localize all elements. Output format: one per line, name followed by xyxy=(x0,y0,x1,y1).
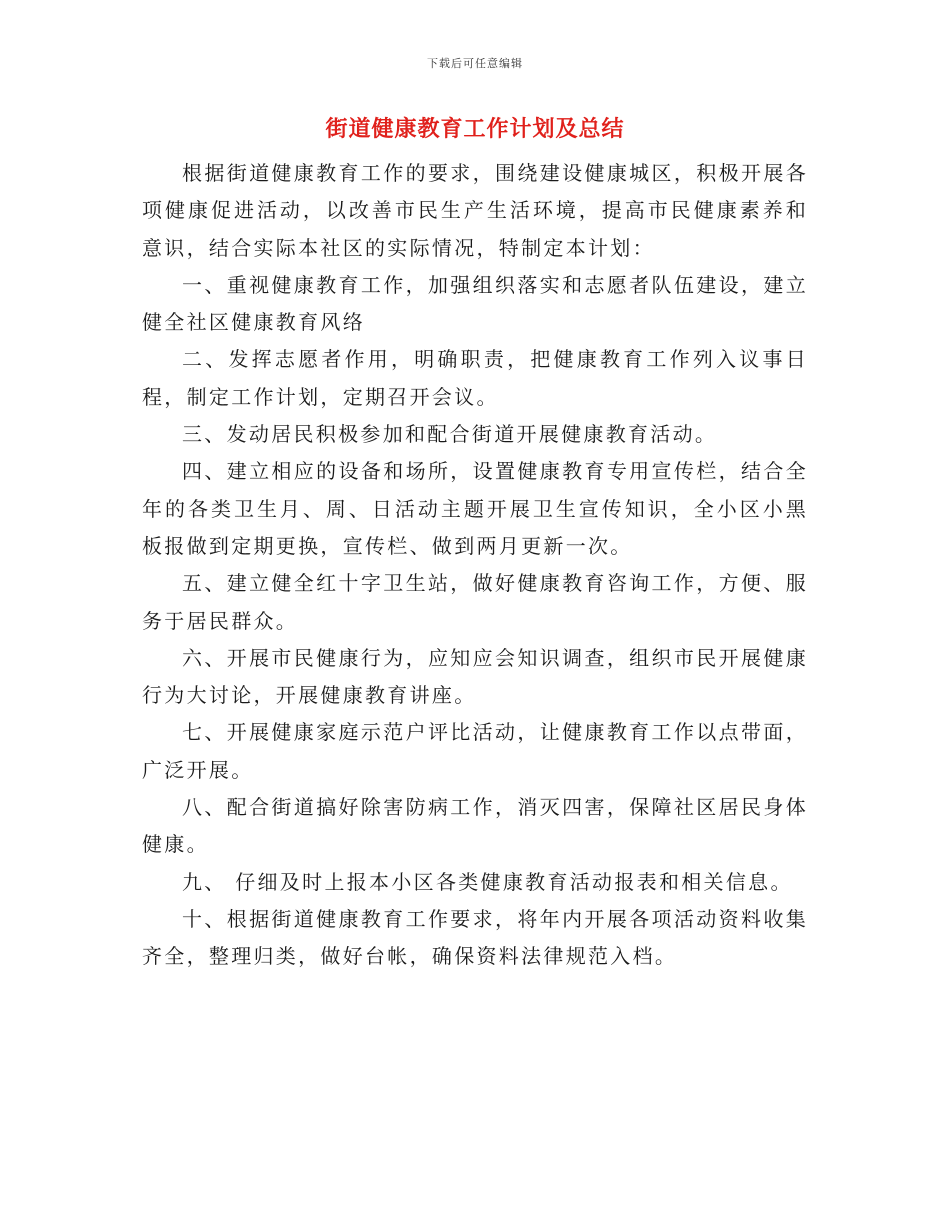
paragraph-item-10: 十、根据街道健康教育工作要求，将年内开展各项活动资料收集齐全，整理归类，做好台帐，确保资料法律规范入档。 xyxy=(142,906,808,969)
document-title: 街道健康教育工作计划及总结 xyxy=(325,116,625,142)
paragraph-item-4: 四、建立相应的设备和场所，设置健康教育专用宣传栏，结合全年的各类卫生月、周、日活动主题开展卫生宣传知识，全小区小黑板报做到定期更换，宣传栏、做到两月更新一次。 xyxy=(142,459,808,558)
paragraph-intro: 根据街道健康教育工作的要求，围绕建设健康城区，积极开展各项健康促进活动，以改善市民生产生活环境，提高市民健康素养和意识，结合实际本社区的实际情况，特制定本计划： xyxy=(142,161,808,260)
paragraph-item-2: 二、发挥志愿者作用，明确职责，把健康教育工作列入议事日程，制定工作计划，定期召开会议。 xyxy=(142,347,808,409)
paragraph-item-9: 九、 仔细及时上报本小区各类健康教育活动报表和相关信息。 xyxy=(182,869,793,894)
paragraph-item-3: 三、发动居民积极参加和配合街道开展健康教育活动。 xyxy=(182,422,718,447)
paragraph-item-1: 一、重视健康教育工作，加强组织落实和志愿者队伍建设，建立健全社区健康教育风络 xyxy=(142,272,808,335)
paragraph-item-6: 六、开展市民健康行为，应知应会知识调查，组织市民开展健康行为大讨论，开展健康教育讲座。 xyxy=(142,645,808,708)
paragraph-item-7: 七、开展健康家庭示范户评比活动，让健康教育工作以点带面，广泛开展。 xyxy=(142,720,808,782)
header-note: 下载后可任意编辑 xyxy=(427,57,523,70)
paragraph-item-8: 八、配合街道搞好除害防病工作，消灭四害，保障社区居民身体健康。 xyxy=(142,795,808,857)
document-body xyxy=(142,155,808,976)
paragraph-item-5: 五、建立健全红十字卫生站，做好健康教育咨询工作，方便、服务于居民群众。 xyxy=(142,571,808,633)
